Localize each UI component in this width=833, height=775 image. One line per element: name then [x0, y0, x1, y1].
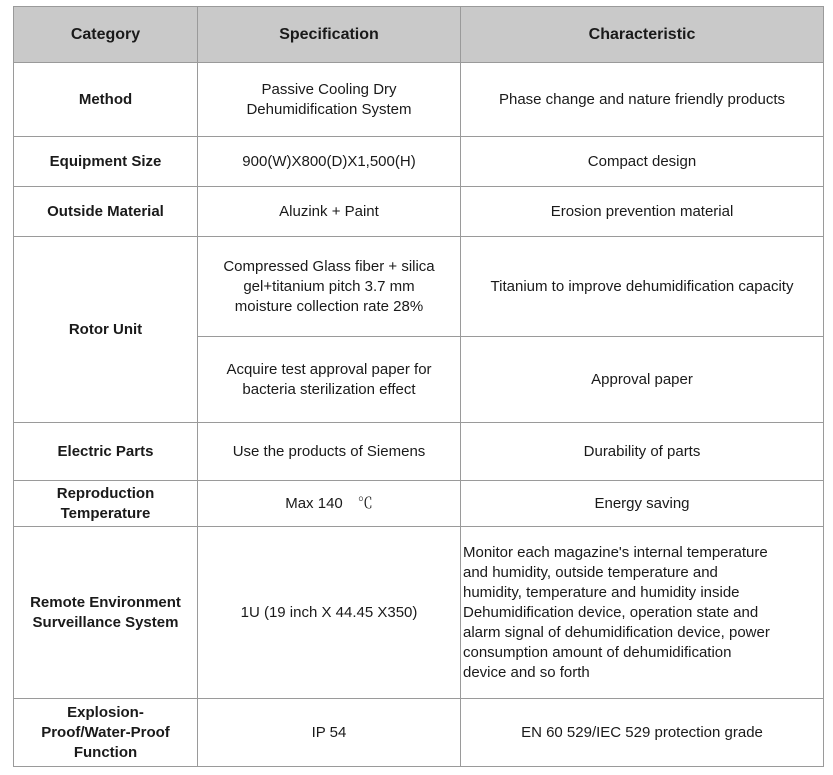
- specification-cell: Passive Cooling Dry Dehumidification System: [198, 63, 461, 137]
- characteristic-cell: Compact design: [461, 137, 824, 187]
- specification-cell: Max 140 ℃: [198, 481, 461, 527]
- table-row: [14, 699, 824, 767]
- table-row: [14, 527, 824, 699]
- specification-cell: 1U (19 inch X 44.45 X350): [198, 527, 461, 699]
- column-header-specification: Specification: [198, 7, 461, 63]
- category-cell: Electric Parts: [14, 423, 198, 481]
- category-cell: Remote Environment Surveillance System: [14, 527, 198, 699]
- characteristic-cell: Energy saving: [461, 481, 824, 527]
- table-row: [14, 137, 824, 187]
- table-header: [14, 7, 824, 63]
- characteristic-cell: Phase change and nature friendly products: [461, 63, 824, 137]
- column-header-characteristic: Characteristic: [461, 7, 824, 63]
- table-row: [14, 237, 824, 337]
- specification-cell: Aluzink + Paint: [198, 187, 461, 237]
- characteristic-cell: Approval paper: [461, 337, 824, 423]
- table-row: [14, 481, 824, 527]
- characteristic-cell: Titanium to improve dehumidification capacity: [461, 237, 824, 337]
- specification-cell: Compressed Glass fiber + silica gel+titanium pitch 3.7 mm moisture collection rate 28%: [198, 237, 461, 337]
- category-cell: Explosion- Proof/Water-Proof Function: [14, 699, 198, 767]
- characteristic-cell: Monitor each magazine's internal temperature and humidity, outside temperature and humidity, temperature and humidity inside Dehumidification device, operation state and alarm signal of dehumidification device, power consumption amount of dehumidification device and so forth: [461, 527, 824, 699]
- specification-cell: 900(W)X800(D)X1,500(H): [198, 137, 461, 187]
- category-cell: Rotor Unit: [14, 237, 198, 423]
- category-cell: Method: [14, 63, 198, 137]
- specification-cell: Use the products of Siemens: [198, 423, 461, 481]
- table-row: [14, 187, 824, 237]
- table-row: [14, 423, 824, 481]
- category-cell: Equipment Size: [14, 137, 198, 187]
- table-body: [14, 63, 824, 767]
- specification-cell: Acquire test approval paper for bacteria sterilization effect: [198, 337, 461, 423]
- specification-table: [13, 6, 824, 767]
- characteristic-cell: EN 60 529/IEC 529 protection grade: [461, 699, 824, 767]
- specification-cell: IP 54: [198, 699, 461, 767]
- category-cell: Outside Material: [14, 187, 198, 237]
- characteristic-cell: Durability of parts: [461, 423, 824, 481]
- table-row: [14, 63, 824, 137]
- category-cell: Reproduction Temperature: [14, 481, 198, 527]
- column-header-category: Category: [14, 7, 198, 63]
- characteristic-cell: Erosion prevention material: [461, 187, 824, 237]
- header-row: [14, 7, 824, 63]
